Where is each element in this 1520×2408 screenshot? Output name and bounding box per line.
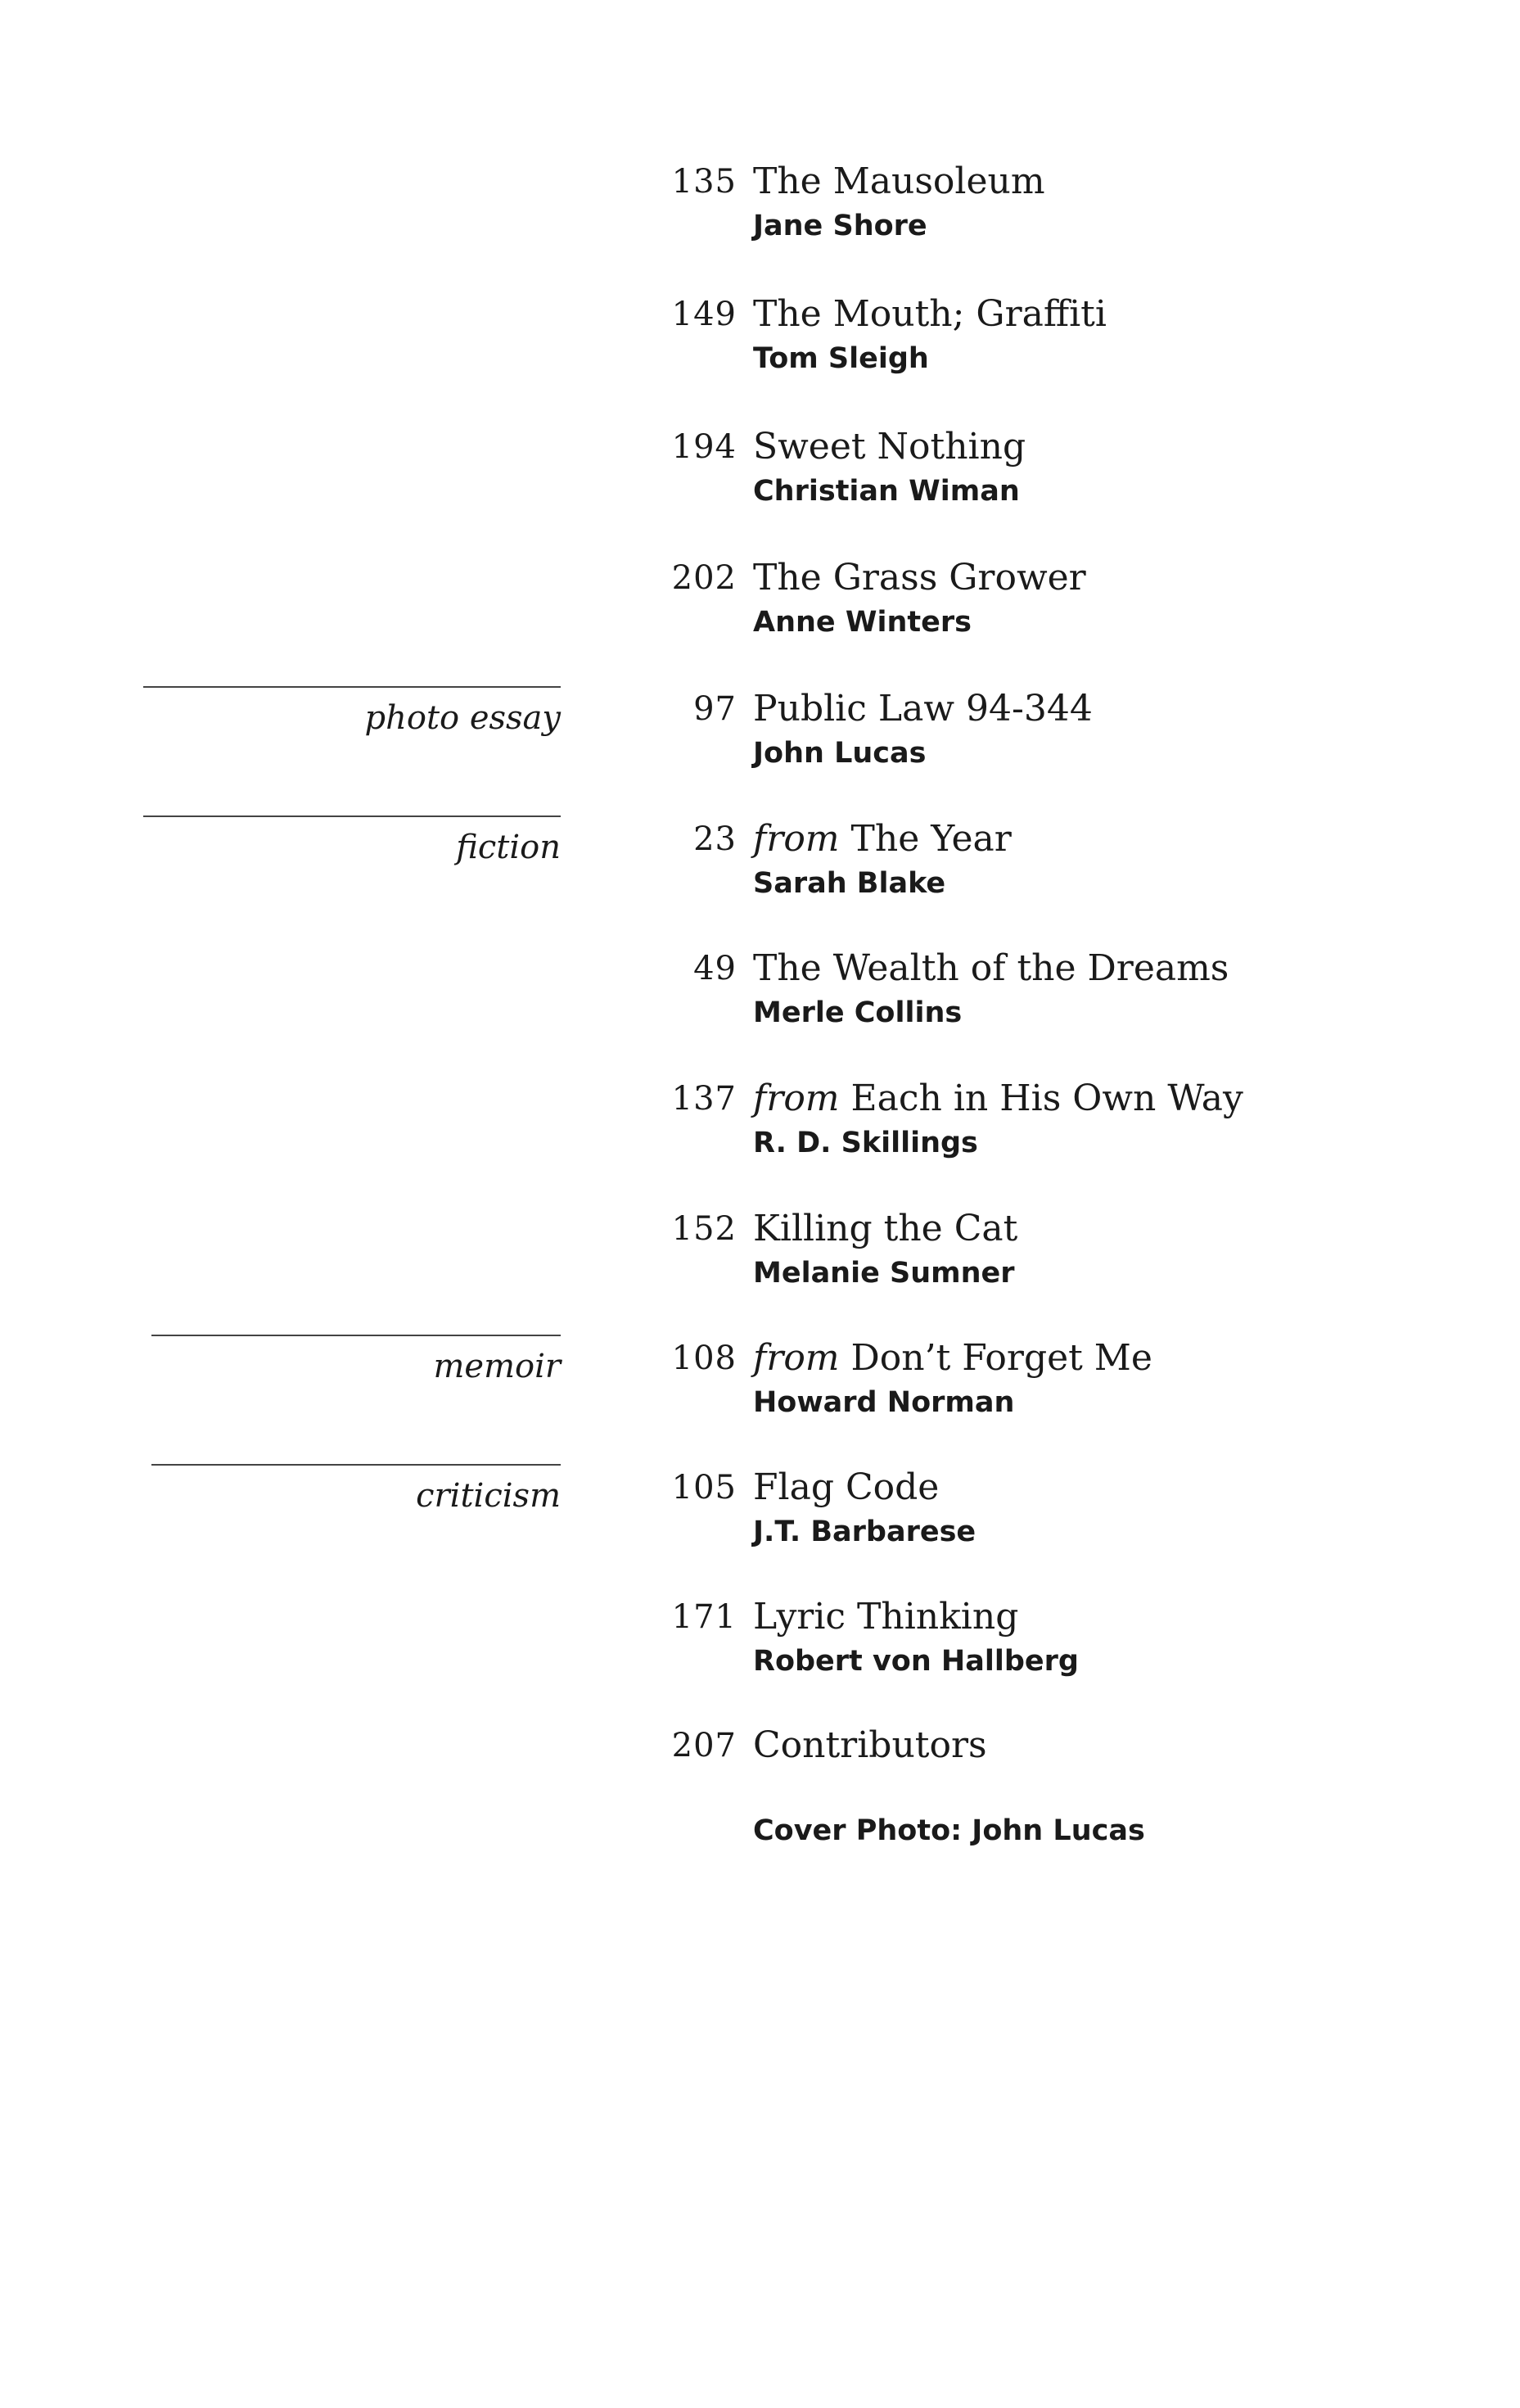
- toc-entry[interactable]: [655, 946, 1391, 1069]
- page-number: 135: [671, 163, 737, 201]
- section-label-criticism: [151, 1464, 561, 1538]
- toc-entry[interactable]: [655, 1207, 1391, 1330]
- page-number: 194: [671, 428, 737, 466]
- entry-author: John Lucas: [753, 737, 927, 770]
- toc-entry[interactable]: [655, 425, 1391, 548]
- section-label-fiction: [143, 815, 561, 889]
- entry-title: [753, 425, 1026, 469]
- section-rule: [151, 1335, 561, 1336]
- entry-author: Tom Sleigh: [753, 342, 929, 375]
- entry-title: [753, 687, 1093, 731]
- entry-title: [753, 1466, 939, 1510]
- entry-author: Jane Shore: [753, 210, 927, 242]
- title-prefix: from: [753, 1078, 840, 1119]
- entry-title: [753, 292, 1107, 337]
- page-number: 105: [671, 1469, 737, 1507]
- page-number: 108: [671, 1340, 737, 1377]
- entry-title: [753, 160, 1045, 204]
- title-text: Contributors: [753, 1724, 987, 1766]
- entry-title: [753, 817, 1012, 861]
- entry-title: [753, 1595, 1018, 1639]
- section-rule: [143, 686, 561, 688]
- title-text: Lyric Thinking: [753, 1596, 1019, 1638]
- title-text: The Grass Grower: [753, 557, 1086, 599]
- toc-entry[interactable]: [655, 1595, 1391, 1718]
- page-number: 97: [693, 690, 737, 728]
- title-text: Public Law 94-344: [753, 688, 1093, 730]
- toc-entry[interactable]: [655, 1466, 1391, 1588]
- cover-photo-credit: Cover Photo: John Lucas: [753, 1814, 1145, 1847]
- section-label: fiction: [456, 829, 561, 866]
- page-number: 137: [671, 1080, 737, 1118]
- page-number: 23: [693, 820, 737, 858]
- title-text: The Mouth; Graffiti: [753, 293, 1107, 335]
- toc-entry[interactable]: [655, 160, 1391, 282]
- entry-author: Melanie Sumner: [753, 1257, 1015, 1290]
- entry-title: [753, 1724, 987, 1768]
- page-number: 202: [671, 559, 737, 597]
- title-text: The Mausoleum: [753, 160, 1045, 202]
- section-label-memoir: [151, 1335, 561, 1408]
- section-label-photo-essay: [143, 686, 561, 760]
- toc-entry[interactable]: [655, 556, 1391, 679]
- entry-author: Sarah Blake: [753, 867, 946, 900]
- toc-entry[interactable]: [655, 817, 1391, 940]
- toc-entry[interactable]: [655, 687, 1391, 810]
- toc-entry[interactable]: [655, 1077, 1391, 1199]
- entry-title: [753, 946, 1229, 991]
- entry-author: J.T. Barbarese: [753, 1516, 976, 1548]
- page-number: 152: [671, 1210, 737, 1248]
- entry-author: Howard Norman: [753, 1386, 1015, 1419]
- page-number: 149: [671, 296, 737, 333]
- title-text: Flag Code: [753, 1466, 940, 1508]
- page-number: 49: [693, 950, 737, 987]
- title-prefix: from: [753, 818, 840, 860]
- title-text: The Year: [850, 818, 1012, 860]
- title-prefix: from: [753, 1337, 840, 1379]
- entry-title: [753, 1077, 1243, 1121]
- entry-title: [753, 1336, 1152, 1380]
- entry-author: Christian Wiman: [753, 475, 1020, 508]
- page-number: 171: [671, 1598, 737, 1636]
- page-number: 207: [671, 1727, 737, 1764]
- entry-author: R. D. Skillings: [753, 1127, 978, 1159]
- entry-title: [753, 556, 1086, 600]
- toc-entry[interactable]: [655, 1336, 1391, 1459]
- title-text: The Wealth of the Dreams: [753, 947, 1229, 989]
- toc-entry[interactable]: [655, 292, 1391, 415]
- entry-author: Anne Winters: [753, 606, 972, 639]
- section-rule: [151, 1464, 561, 1466]
- title-text: Sweet Nothing: [753, 426, 1026, 468]
- entry-author: Merle Collins: [753, 996, 963, 1029]
- title-text: Don’t Forget Me: [850, 1337, 1152, 1379]
- section-label: photo essay: [364, 699, 561, 737]
- title-text: Each in His Own Way: [850, 1078, 1243, 1119]
- title-text: Killing the Cat: [753, 1208, 1018, 1249]
- entry-author: Robert von Hallberg: [753, 1645, 1079, 1678]
- section-label: criticism: [416, 1477, 561, 1515]
- entry-title: [753, 1207, 1017, 1251]
- section-rule: [143, 815, 561, 817]
- section-label: memoir: [433, 1348, 561, 1385]
